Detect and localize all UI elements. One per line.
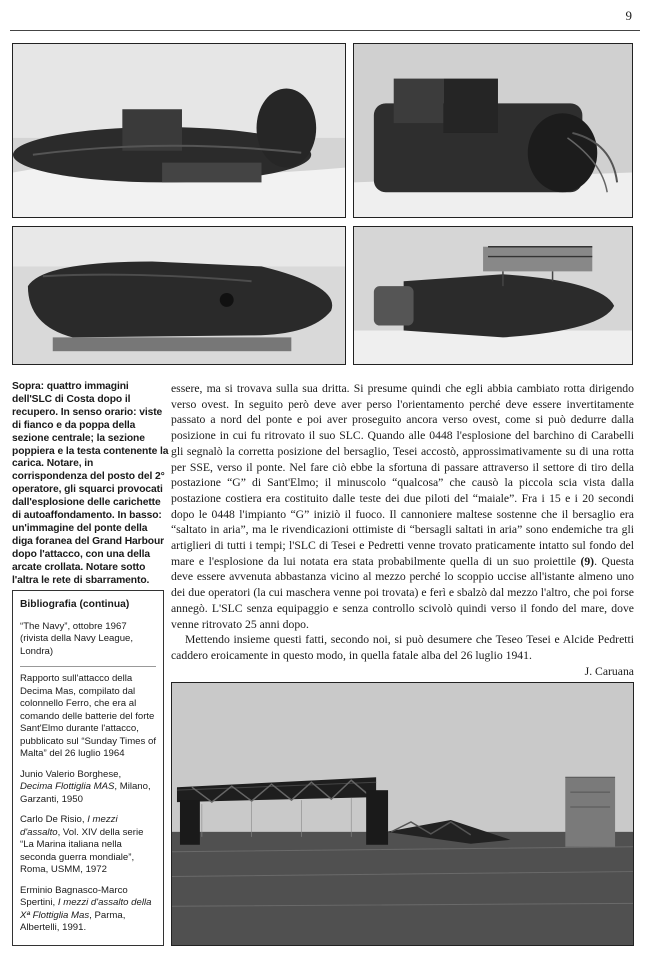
- bibliography-entry: Carlo De Risio, I mezzi d'assalto, Vol. XIV della serie “La Marina italiana nella seconda guerra mondiale”, Roma, USMM, 1972: [20, 814, 144, 875]
- bibliography-entry: “The Navy”, ottobre 1967 (rivista della Navy League, Londra): [20, 620, 134, 657]
- bibliography-divider: [20, 666, 156, 667]
- bibliography-entry: Junio Valerio Borghese, Decima Flottiglia MAS, Milano, Garzanti, 1950: [20, 768, 151, 805]
- bibliography-title: Bibliografia (continua): [20, 599, 130, 610]
- bibliography-entry: Rapporto sull'attacco della Decima Mas, compilato dal colonnello Ferro, che era al comando delle batterie del forte Sant'Elmo durante l'attacco, pubblicato sul “Sunday Times of Malta” del 26 luglio 1964: [20, 673, 156, 759]
- photo-breakwater-bridge: [171, 682, 634, 946]
- article-paragraph: essere, ma si trovava sulla sua dritta. Si presume quindi che egli abbia cambiato rotta dirigendo verso ovest. In seguito però deve aver perso l'orientamento perché deve essere invertitamente passato a nord del ponte e poi aver proseguito ancora verso ovest, come si può dedurre dalla posizione in cui fu ritrovato il suo SLC. Quando alle 0448 l'esplosione del barchino di Carabelli gli segnalò la corretta posizione del bersaglio, Tesei accostò, approssimativamente su di una rotta per SSE, verso il ponte. Nel fare ciò ebbe la sfortuna di passare attraverso il settore di tiro della postazione “G” di Sant'Elmo; il minuscolo “qualcosa” che causò la piccola scia vista dalla postazione costiera era costituito dalle teste dei due piloti del “maiale”. Fra i 15 e i 20 secondi dopo le 0448 l'impianto “G” iniziò il fuoco. Il cannoniere maltese sostenne che il bersaglio era “saltato in aria”, ma le rivendicazioni ottimiste di “bersagli saltati in aria” sono endemiche tra gli artiglieri di tutti i tempi; l'SLC di Tesei e Pedretti venne trovato praticamente intatto sul fondo del mare e l'esplosione da lui notata era stata probabilmente quella di un suo proiettile (9). Questa deve essere avvenuta abbastanza vicino al mezzo perché lo scoppio uccise all'istante almeno uno dei due operatori (la cui maschera venne poi trovata) e ferì e sbalzò dal mezzo l'altro, che poi forse annegò. L'SLC senza equipaggio e senza controllo scivolò quindi verso il fondo del mare, dove venne ritrovato 25 anni dopo.: [171, 382, 634, 631]
- bibliography-entry: Erminio Bagnasco-Marco Spertini, I mezzi d'assalto della Xª Flottiglia Mas, Parma, Albertelli, 1991.: [20, 884, 152, 933]
- header-rule: [10, 30, 640, 31]
- photo-caption: Sopra: quattro immagini dell'SLC di Costa dopo il recupero. In senso orario: viste di fianco e da poppa della sezione centrale; la sezione poppiera e la testa contenente la carica. Notare, in corrispondenza del posto del 2° operatore, gli squarci provocati dall'esplosione delle carichette di autoaffondamento. In basso: un'immagine del ponte della diga foranea del Grand Harbour dopo l'attacco, con una della arcate crollata. Notare sotto l'altra le rete di sbarramento.: [12, 381, 169, 586]
- footnote-reference: (9): [580, 554, 595, 568]
- author-signature: J. Caruana: [584, 664, 634, 678]
- article-body: [171, 381, 634, 679]
- photo-slc-side-view: [12, 43, 346, 218]
- page-number: 9: [625, 8, 632, 23]
- bibliography-box: [12, 590, 164, 946]
- photo-slc-rear-view: [353, 43, 633, 218]
- article-paragraph: Mettendo insieme questi fatti, secondo noi, si può desumere che Teseo Tesei e Alcide Pedretti caddero eroicamente in questo modo, in quella fatale alba del 26 luglio 1941.: [171, 633, 634, 662]
- photo-slc-stern-section: [12, 226, 346, 365]
- photo-slc-warhead: [353, 226, 633, 365]
